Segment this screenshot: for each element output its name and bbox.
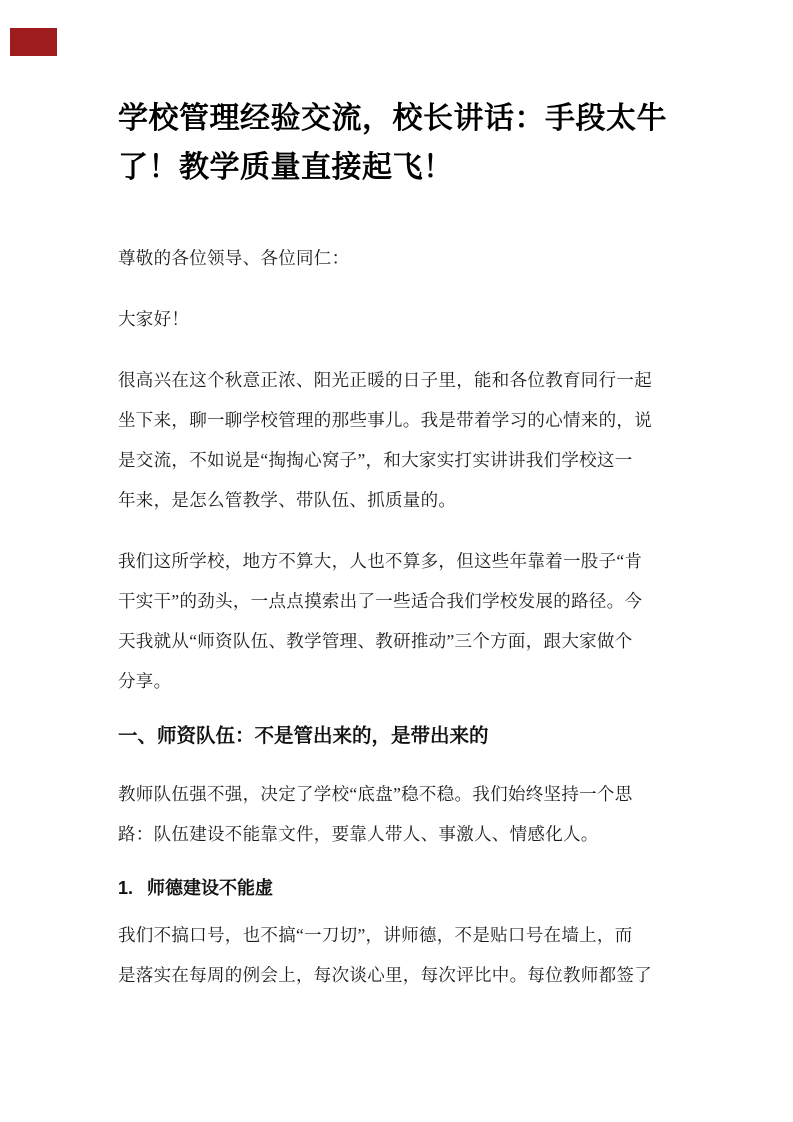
subsection-title: 师德建设不能虚 <box>147 878 274 898</box>
paragraph-1 <box>118 360 678 520</box>
subsection-number: 1. <box>118 878 134 898</box>
title-line-2: 了！教学质量直接起飞！ <box>118 151 454 184</box>
text-line: 年来，是怎么管教学、带队伍、抓质量的。 <box>118 490 457 510</box>
paragraph-3 <box>118 774 678 854</box>
subsection-heading-1 <box>118 875 678 901</box>
text-line: 分享。 <box>118 671 172 691</box>
section-heading-1: 一、师资队伍：不是管出来的，是带出来的 <box>118 725 489 747</box>
text-line: 大家好！ <box>118 309 190 329</box>
text-line: 坐下来，聊一聊学校管理的那些事儿。我是带着学习的心情来的，说 <box>118 410 652 430</box>
text-line: 路：队伍建设不能靠文件，要靠人带人、事激人、情感化人。 <box>118 824 599 844</box>
paragraph-2 <box>118 541 678 701</box>
text-line: 是交流，不如说是“掏掏心窝子”，和大家实打实讲讲我们学校这一 <box>118 450 633 470</box>
text-line: 教师队伍强不强，决定了学校“底盘”稳不稳。我们始终坚持一个思 <box>118 784 633 804</box>
salutation <box>118 238 678 278</box>
text-line: 干实干”的劲头，一点点摸索出了一些适合我们学校发展的路径。今 <box>118 591 643 611</box>
paragraph-4 <box>118 915 678 995</box>
corner-red-badge <box>10 28 57 56</box>
document-content <box>118 94 678 1016</box>
greeting <box>118 299 678 339</box>
document-title <box>118 94 678 192</box>
text-line: 是落实在每周的例会上，每次谈心里，每次评比中。每位教师都签了 <box>118 965 652 985</box>
text-line: 我们这所学校，地方不算大，人也不算多，但这些年靠着一股子“肯 <box>118 551 643 571</box>
text-line: 尊敬的各位领导、各位同仁： <box>118 248 350 268</box>
text-line: 天我就从“师资队伍、教学管理、教研推动”三个方面，跟大家做个 <box>118 631 633 651</box>
text-line: 很高兴在这个秋意正浓、阳光正暖的日子里，能和各位教育同行一起 <box>118 370 652 390</box>
text-line: 我们不搞口号，也不搞“一刀切”，讲师德，不是贴口号在墙上，而 <box>118 925 633 945</box>
title-line-1: 学校管理经验交流，校长讲话：手段太牛 <box>118 102 667 135</box>
